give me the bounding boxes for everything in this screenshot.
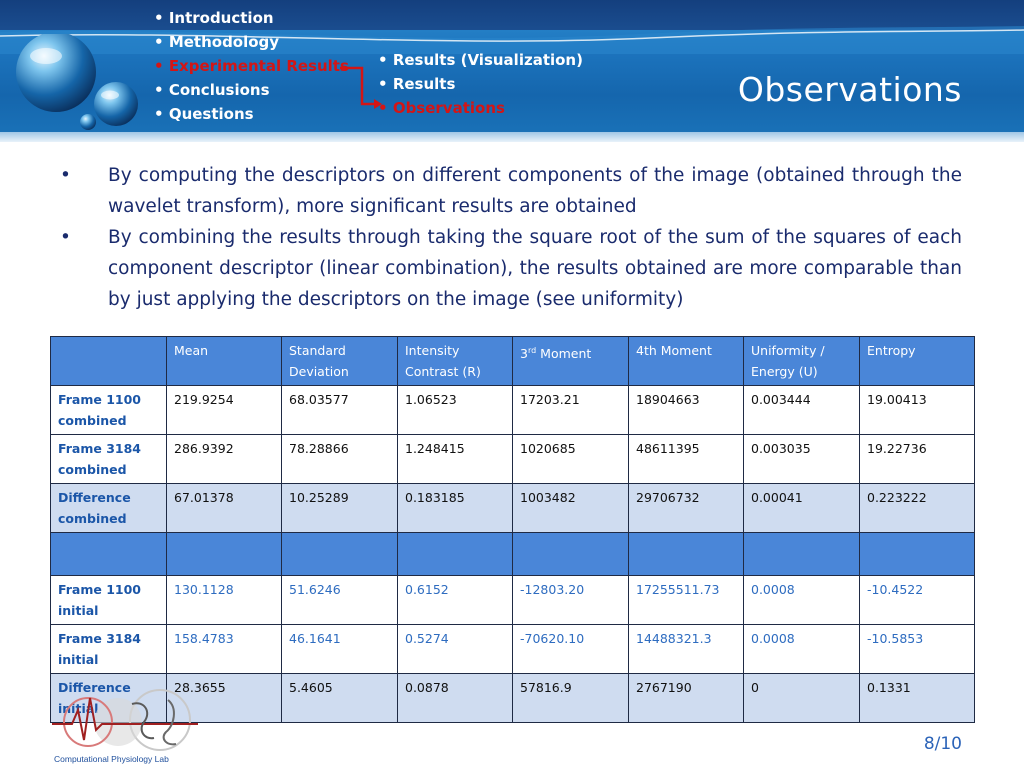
row-label-cell: Frame 3184 combined <box>51 435 167 484</box>
table-cell <box>398 533 513 576</box>
table-row <box>51 576 975 625</box>
slide-title: Observations <box>737 70 962 109</box>
table-cell: -70620.10 <box>513 625 629 674</box>
table-row <box>51 625 975 674</box>
table-cell: 0.223222 <box>860 484 975 533</box>
table-body <box>51 386 975 723</box>
table-cell <box>282 533 398 576</box>
table-cell: 18904663 <box>629 386 744 435</box>
table-cell: 48611395 <box>629 435 744 484</box>
header-cell-intensity-contrast: Intensity Contrast (R) <box>398 337 513 386</box>
table-cell: 0.5274 <box>398 625 513 674</box>
table-cell: 1.06523 <box>398 386 513 435</box>
bullet-list <box>60 160 962 315</box>
table-cell: 46.1641 <box>282 625 398 674</box>
table-cell: 1.248415 <box>398 435 513 484</box>
table-cell: 19.00413 <box>860 386 975 435</box>
main-nav-item[interactable]: • Questions <box>154 102 349 126</box>
table-cell: 68.03577 <box>282 386 398 435</box>
table-cell: 0.1331 <box>860 674 975 723</box>
results-table <box>50 336 975 723</box>
bullet-item: • By combining the results through taking the square root of the sum of the squares of each component descriptor (linear combination), the results obtained are more comparable than by just applying the descriptors on the image (see uniformity) <box>60 222 962 315</box>
table-cell: 14488321.3 <box>629 625 744 674</box>
row-label-cell: Difference initial <box>51 674 167 723</box>
table-cell: 0.0008 <box>744 625 860 674</box>
bullet-item: • By computing the descriptors on different components of the image (obtained through the wavelet transform), more significant results are obtained <box>60 160 962 222</box>
main-nav-list <box>154 6 349 126</box>
computational-physiology-lab-logo <box>48 686 208 766</box>
table-cell <box>629 533 744 576</box>
table-cell: 51.6246 <box>282 576 398 625</box>
table-cell <box>860 533 975 576</box>
header-cell-third-moment: 3rd Moment <box>513 337 629 386</box>
header-cell-uniformity: Uniformity / Energy (U) <box>744 337 860 386</box>
table-cell: 17203.21 <box>513 386 629 435</box>
table-cell: 28.3655 <box>167 674 282 723</box>
header-bottom-band <box>0 132 1024 142</box>
row-label-cell: Frame 1100 initial <box>51 576 167 625</box>
table-cell <box>513 533 629 576</box>
table-cell: 57816.9 <box>513 674 629 723</box>
table-header-row <box>51 337 975 386</box>
table-cell: 29706732 <box>629 484 744 533</box>
table-cell: -10.5853 <box>860 625 975 674</box>
sub-nav-item[interactable]: • Results (Visualization) <box>378 48 583 72</box>
row-label-cell: Difference combined <box>51 484 167 533</box>
header-cell-empty <box>51 337 167 386</box>
page-number: 8/10 <box>923 734 962 754</box>
table-cell: 0.0008 <box>744 576 860 625</box>
table-cell: 0.0878 <box>398 674 513 723</box>
main-nav-item[interactable]: • Experimental Results <box>154 54 349 78</box>
table-cell <box>167 533 282 576</box>
table-cell: 19.22736 <box>860 435 975 484</box>
table-cell: 219.9254 <box>167 386 282 435</box>
table-cell: 158.4783 <box>167 625 282 674</box>
table-row <box>51 386 975 435</box>
table-cell: 2767190 <box>629 674 744 723</box>
row-label-cell <box>51 533 167 576</box>
table-cell: 67.01378 <box>167 484 282 533</box>
table-cell: 0.6152 <box>398 576 513 625</box>
table-row <box>51 435 975 484</box>
table-cell: 130.1128 <box>167 576 282 625</box>
header-cell-entropy: Entropy <box>860 337 975 386</box>
table-cell: 5.4605 <box>282 674 398 723</box>
main-nav-item[interactable]: • Introduction <box>154 6 349 30</box>
main-nav-item[interactable]: • Methodology <box>154 30 349 54</box>
sub-nav-item[interactable]: • Results <box>378 72 583 96</box>
table-cell: 0.183185 <box>398 484 513 533</box>
table-cell: 0.00041 <box>744 484 860 533</box>
row-label-cell: Frame 3184 initial <box>51 625 167 674</box>
spheres-logo-icon <box>10 34 144 134</box>
table-row <box>51 484 975 533</box>
row-label-cell: Frame 1100 combined <box>51 386 167 435</box>
table-cell: 1020685 <box>513 435 629 484</box>
table-cell: 286.9392 <box>167 435 282 484</box>
table-cell <box>744 533 860 576</box>
sub-nav-item[interactable]: • Observations <box>378 96 583 120</box>
results-table-container <box>50 336 974 723</box>
header-cell-std-dev: Standard Deviation <box>282 337 398 386</box>
svg-text:Computational Physiology Lab: Computational Physiology Lab <box>54 754 169 764</box>
table-cell: 0 <box>744 674 860 723</box>
header-cell-mean: Mean <box>167 337 282 386</box>
table-cell: 78.28866 <box>282 435 398 484</box>
header-banner <box>0 0 1024 136</box>
table-cell: 0.003444 <box>744 386 860 435</box>
table-cell: 10.25289 <box>282 484 398 533</box>
table-cell: 1003482 <box>513 484 629 533</box>
table-cell: 17255511.73 <box>629 576 744 625</box>
main-nav-item[interactable]: • Conclusions <box>154 78 349 102</box>
table-cell: -10.4522 <box>860 576 975 625</box>
table-cell: 0.003035 <box>744 435 860 484</box>
sub-nav-list <box>378 48 583 120</box>
header-cell-fourth-moment: 4th Moment <box>629 337 744 386</box>
table-row <box>51 533 975 576</box>
table-cell: -12803.20 <box>513 576 629 625</box>
